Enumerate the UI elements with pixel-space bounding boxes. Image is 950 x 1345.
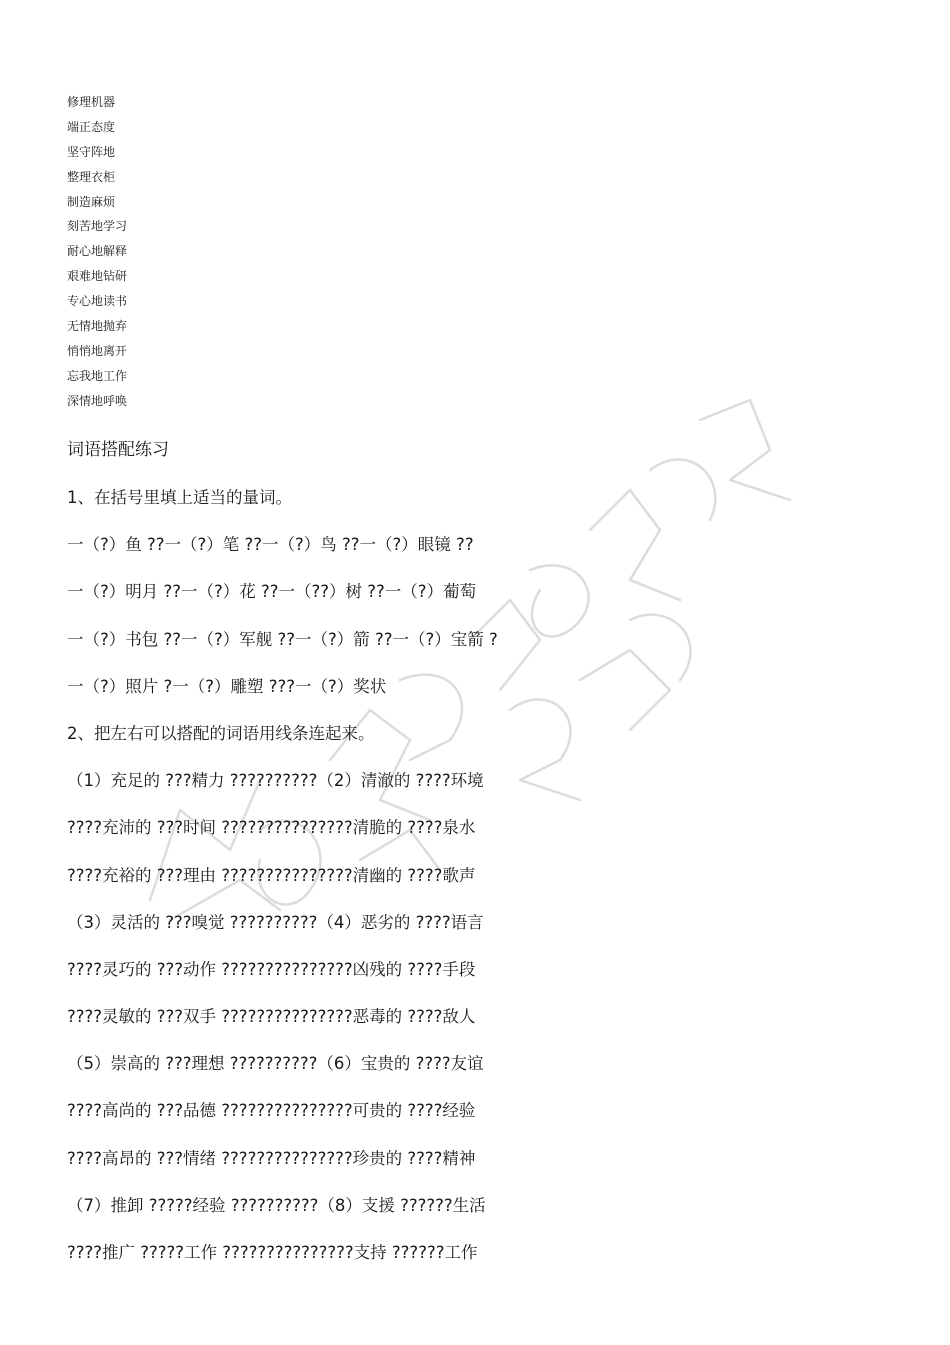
exercise-line: 一（?）照片 ?一（?）雕塑 ???一（?）奖状 <box>67 676 387 696</box>
phrase-item: 深情地呼唤 <box>67 393 128 408</box>
exercise-line: 一（?）书包 ??一（?）军舰 ??一（?）箭 ??一（?）宝箭 ? <box>67 629 498 649</box>
exercise-line: ????高尚的 ???品德 ???????????????可贵的 ????经验 <box>67 1101 476 1121</box>
exercise-line: ????充裕的 ???理由 ???????????????清幽的 ????歌声 <box>67 865 476 885</box>
phrase-item: 耐心地解释 <box>67 244 128 259</box>
exercise-line: 1、在括号里填上适当的量词。 <box>67 488 292 507</box>
phrase-item: 修理机器 <box>67 95 116 109</box>
exercise-line: （5）崇高的 ???理想 ??????????（6）宝贵的 ????友谊 <box>67 1054 484 1074</box>
exercise-line: 一（?）鱼 ??一（?）笔 ??一（?）鸟 ??一（?）眼镜 ?? <box>67 535 474 555</box>
exercise-line: （7）推卸 ?????经验 ??????????（8）支援 ??????生活 <box>67 1195 486 1215</box>
exercise-line: ????高昂的 ???情绪 ???????????????珍贵的 ????精神 <box>67 1148 476 1168</box>
phrase-item: 端正态度 <box>67 119 116 134</box>
phrase-item: 整理衣柜 <box>67 169 116 184</box>
exercise-line: ????灵敏的 ???双手 ???????????????恶毒的 ????敌人 <box>67 1007 476 1027</box>
exercise-line: （1）充足的 ???精力 ??????????（2）清澈的 ????环境 <box>67 771 484 791</box>
phrase-item: 无情地抛弃 <box>67 319 128 334</box>
exercise-line: 一（?）明月 ??一（?）花 ??一（??）树 ??一（?）葡萄 <box>67 582 477 602</box>
exercise-line: ????推广 ?????工作 ???????????????支持 ??????工作 <box>67 1243 478 1262</box>
exercise-line: ????充沛的 ???时间 ???????????????清脆的 ????泉水 <box>67 818 476 838</box>
phrase-item: 悄悄地离开 <box>67 343 128 358</box>
phrase-item: 忘我地工作 <box>67 368 128 383</box>
exercise-line: （3）灵活的 ???嗅觉 ??????????（4）恶劣的 ????语言 <box>67 912 484 932</box>
phrase-item: 刻苦地学习 <box>67 219 128 234</box>
exercise-line: 2、把左右可以搭配的词语用线条连起来。 <box>67 723 375 743</box>
phrase-item: 坚守阵地 <box>67 144 116 159</box>
phrase-item: 专心地读书 <box>67 294 128 309</box>
exercise-line: ????灵巧的 ???动作 ???????????????凶残的 ????手段 <box>67 959 476 979</box>
exercise-lines <box>67 485 498 1287</box>
phrase-list <box>67 92 127 416</box>
section-title: 词语搭配练习 <box>67 440 169 460</box>
phrase-item: 艰难地钻研 <box>67 269 128 284</box>
phrase-item: 制造麻烦 <box>67 194 116 209</box>
